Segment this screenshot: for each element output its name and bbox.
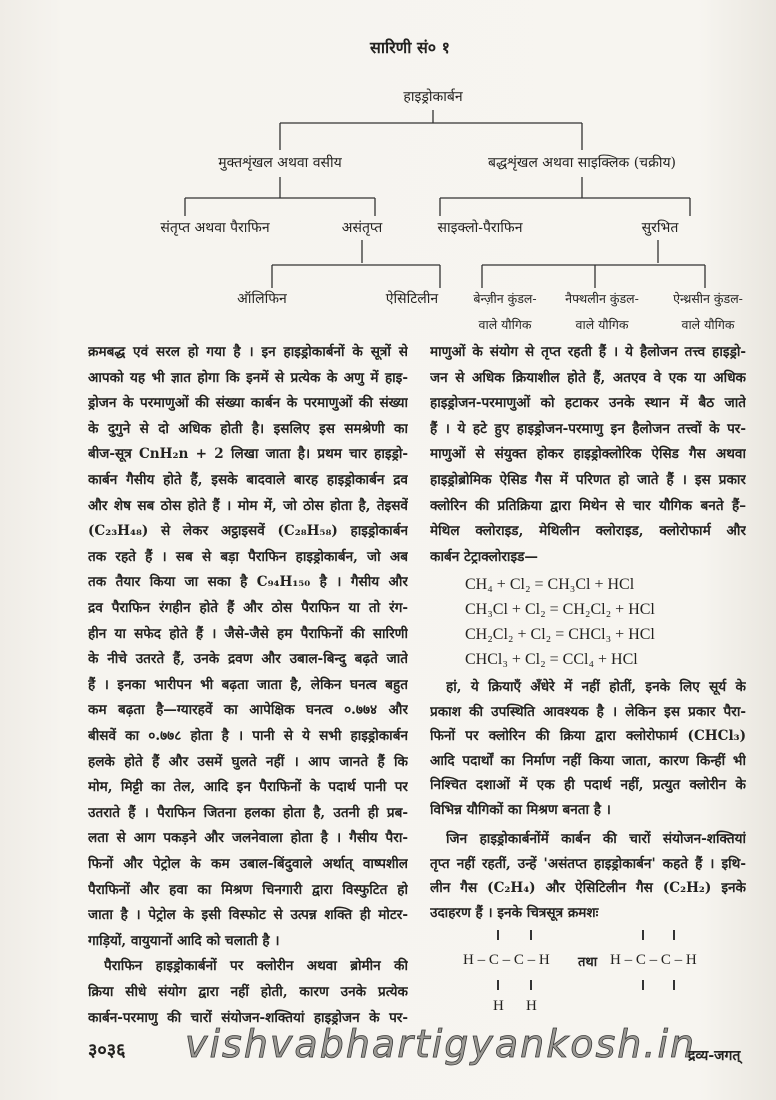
text-line: हीन या सफेद होते हैं । जैसे-जैसे हम पैराफिनों की सारिणी <box>88 625 408 642</box>
tree-node-anthracene-line1: ऐन्थ्रसीन कुंडल- <box>673 291 743 306</box>
text-line: कार्बन टेट्राक्लोराइड— <box>430 548 538 565</box>
text-line: तक रहते हैं । सब से बड़ा पैराफिन हाइड्रोकार्बन, जो अब <box>88 548 408 565</box>
text-line: लता से आग पकड़ने और जलनेवाला होता है । गैसीय पैरा- <box>88 830 408 847</box>
bond-tick <box>530 980 532 990</box>
bond-tick <box>497 980 499 990</box>
text-line: मेथिल क्लोराइड, मेथिलीन क्लोराइड, क्लोरोफार्म और <box>430 523 746 540</box>
hydrogen-atom: H <box>493 998 504 1014</box>
bond-tick <box>642 980 644 990</box>
tree-node-naphthalene-line2: वाले यौगिक <box>575 317 629 332</box>
hydrogen-atom: H <box>526 998 537 1014</box>
text-line: तृप्त नहीं रहतीं, उन्हें 'असंतप्त हाइड्रोकार्बन' कहते हैं । इथि- <box>430 855 746 872</box>
left-branch-connector <box>185 177 375 216</box>
text-line: मोम, मिट्टी का तेल, आदि इन पैराफिनों के पदार्थ पानी पर <box>88 779 408 796</box>
text-line: पैराफिन हाइड्रोकार्बनों पर क्लोरीन अथवा ब्रोमीन की <box>104 958 408 975</box>
formula-joiner: तथा <box>578 955 598 970</box>
text-line: ड्रोजन के परमाणुओं की संख्या कार्बन के परमाणुओं की संख्या <box>88 395 408 412</box>
text-line: हैं । ये हटे हुए हाइड्रोजन-परमाणु इन हैलोजन तत्त्वों के पर- <box>430 420 746 437</box>
tree-node-naphthalene <box>565 286 639 338</box>
tree-node-benzene-line1: बेन्ज़ीन कुंडल- <box>473 291 537 306</box>
table-title: सारिणी सं० १ <box>370 38 450 57</box>
text-line: (C₂₃H₄₈) से लेकर अट्ठाइसवें (C₂₈H₅₈) हाइड्रोकार्बन <box>88 523 408 540</box>
text-line: उतराते हैं । पैराफिन जितना हलका होता है, उतनी ही प्रब- <box>88 804 408 821</box>
tree-node-naphthalene-line1: नैफ्थलीन कुंडल- <box>565 291 639 306</box>
text-line: हां, ये क्रियाएँ अँधेरे में नहीं होतीं, इनके लिए सूर्य के <box>446 679 746 695</box>
tree-node-benzene-line2: वाले यौगिक <box>478 317 532 332</box>
text-line: पैराफिनों और हवा का मिश्रण चिनगारी द्वारा विस्फुटित हो <box>88 881 408 898</box>
text-line: माणुओं के संयोग से तृप्त रहती हैं । ये हैलोजन तत्त्व हाइड्रो- <box>430 344 746 360</box>
bond-tick <box>642 930 644 940</box>
text-line: क्लोरिन की प्रतिक्रिया द्वारा मिथेन से चार यौगिक बनते हैं– <box>430 497 746 514</box>
bond-tick <box>673 930 675 940</box>
text-line: हाइड्रोजन-परमाणुओं को हटाकर उनके स्थान में बैठ जाते <box>430 395 746 412</box>
text-line: फिनों पर क्लोरिन की क्रिया द्वारा क्लोरोफार्म (CHCl₃) <box>430 728 746 744</box>
chemical-equation: CH₃Cl + Cl₂ = CH₂Cl₂ + HCl <box>465 601 655 618</box>
text-line: तक तैयार किया जा सका है C₉₄H₁₅₀ है । गैसीय और <box>88 574 408 591</box>
text-line: हाइड्रोब्रोमिक ऐसिड गैस में परिणत हो जाते हैं । इस प्रकार <box>430 472 746 488</box>
watermark: vishvabhartigyankosh.in <box>185 1022 697 1066</box>
text-line: विभिन्न यौगिकों का मिश्रण बनता है । <box>430 801 611 818</box>
text-line: निश्चित दशाओं में एक ही पदार्थ नहीं, प्रत्युत क्लोरीन के <box>430 777 746 793</box>
text-line: प्रकाश की उपस्थिति आवश्यक है । लेकिन इस प्रकार पैरा- <box>430 703 746 720</box>
tree-root: हाइड्रोकार्बन <box>403 89 463 105</box>
bond-tick <box>497 930 499 940</box>
text-line: फिनों और पेट्रोल के कम उबाल-बिंदुवाले अर्थात् वाष्पशील <box>88 856 408 872</box>
tree-node-open-chain: मुक्तशृंखल अथवा वसीय <box>218 155 342 171</box>
page-number: ३०३६ <box>88 1040 126 1061</box>
text-line: जिन हाइड्रोकार्बनोंमें कार्बन की चारों संयोजन-शक्तियां <box>446 831 746 847</box>
tree-node-anthracene <box>673 286 743 338</box>
text-line: द्रव पैराफिन रंगहीन होते हैं और ठोस पैराफिन या तो रंग- <box>88 600 408 616</box>
text-line: हलके होते हैं और उसमें घुलते नहीं । आप जानते हैं कि <box>88 753 408 770</box>
tree-node-saturated: संतृप्त अथवा पैराफिन <box>160 220 270 236</box>
aromatic-connector <box>482 240 705 288</box>
tree-node-aromatic: सुरभित <box>641 220 679 236</box>
text-line: गाड़ियों, वायुयानों आदि को चलाती है । <box>88 932 280 949</box>
right-branch-connector <box>440 177 690 216</box>
text-line: लीन गैस (C₂H₄) और ऐसिटिलीन गैस (C₂H₂) इनके <box>430 880 746 896</box>
text-line: के नीचे उतरते हैं, उनके द्रवण और उबाल-बिन्दु बढ़ते जाते <box>88 651 408 668</box>
chemical-equation: CH₄ + Cl₂ = CH₃Cl + HCl <box>465 576 635 593</box>
text-line: और शेष सब ठोस होते हैं । मोम में, जो ठोस होता है, तेइसवें <box>88 497 408 514</box>
tree-node-benzene <box>473 286 536 338</box>
chemical-equation: CH₂Cl₂ + Cl₂ = CHCl₃ + HCl <box>465 626 655 643</box>
text-line: क्रिया सीधे संयोग द्वारा नहीं होती, कारण उनके प्रत्येक <box>88 984 408 1000</box>
acetylene-formula: H – C – C – H <box>610 952 697 968</box>
tree-node-anthracene-line2: वाले यौगिक <box>681 317 735 332</box>
root-connector <box>280 110 582 150</box>
text-line: जन से अधिक क्रियाशील होते हैं, अतएव वे एक या अधिक <box>430 369 746 386</box>
text-line: बीसवें का ०.७७८ होता है । पानी से ये सभी हाइड्रोकार्बन <box>88 728 408 744</box>
tree-node-cycloparaffin: साइक्लो-पैराफिन <box>437 220 523 236</box>
chemical-equation: CHCl₃ + Cl₂ = CCl₄ + HCl <box>465 651 638 668</box>
bond-tick <box>530 930 532 940</box>
text-line: कम बढ़ता है—ग्यारहवें का आपेक्षिक घनत्व ०.७७४ और <box>88 702 408 719</box>
text-line: आदि पदार्थों का निर्माण नहीं किया जाता, कारण किन्हीं भी <box>430 752 746 769</box>
text-line: बीज-सूत्र CnH₂n + 2 लिखा जाता है। प्रथम चार हाइड्रो- <box>88 446 408 463</box>
section-title: द्रव्य-जगत् <box>688 1048 741 1064</box>
tree-node-acetylene: ऐसिटिलीन <box>385 291 439 307</box>
unsaturated-connector <box>272 240 440 288</box>
text-line: कार्बन-परमाणु की चारों संयोजन-शक्तियां हाइड्रोजन के पर- <box>88 1009 408 1026</box>
tree-node-unsaturated: असंतृप्त <box>341 220 383 236</box>
text-line: जाता है । पेट्रोल के इसी विस्फोट से उत्पन्न शक्ति ही मोटर- <box>88 907 408 924</box>
text-line: उदाहरण हैं । इनके चित्रसूत्र क्रमशः <box>430 904 599 921</box>
text-line: माणुओं से संयुक्त होकर हाइड्रोक्लोरिक ऐसिड गैस अथवा <box>430 446 746 463</box>
bond-tick <box>673 980 675 990</box>
text-line: हैं । इनका भारीपन भी बढ़ता जाता है, लेकिन घनत्व बहुत <box>88 676 408 693</box>
text-line: क्रमबद्ध एवं सरल हो गया है । इन हाइड्रोकार्बनों के सूत्रों से <box>88 344 408 360</box>
text-line: के दुगुने से दो अधिक होती है। इसलिए इस समश्रेणी का <box>88 420 408 437</box>
text-line: आपको यह भी ज्ञात होगा कि इनमें से प्रत्येक के अणु में हाइ- <box>88 369 408 386</box>
ethylene-formula: H – C – C – H <box>463 952 550 968</box>
tree-node-closed-chain: बद्धशृंखल अथवा साइक्लिक (चक्रीय) <box>487 155 677 171</box>
tree-node-olefin: ऑलिफिन <box>237 291 287 307</box>
text-line: कार्बन गैसीय होते हैं, इसके बादवाले बारह हाइड्रोकार्बन द्रव <box>88 472 408 488</box>
